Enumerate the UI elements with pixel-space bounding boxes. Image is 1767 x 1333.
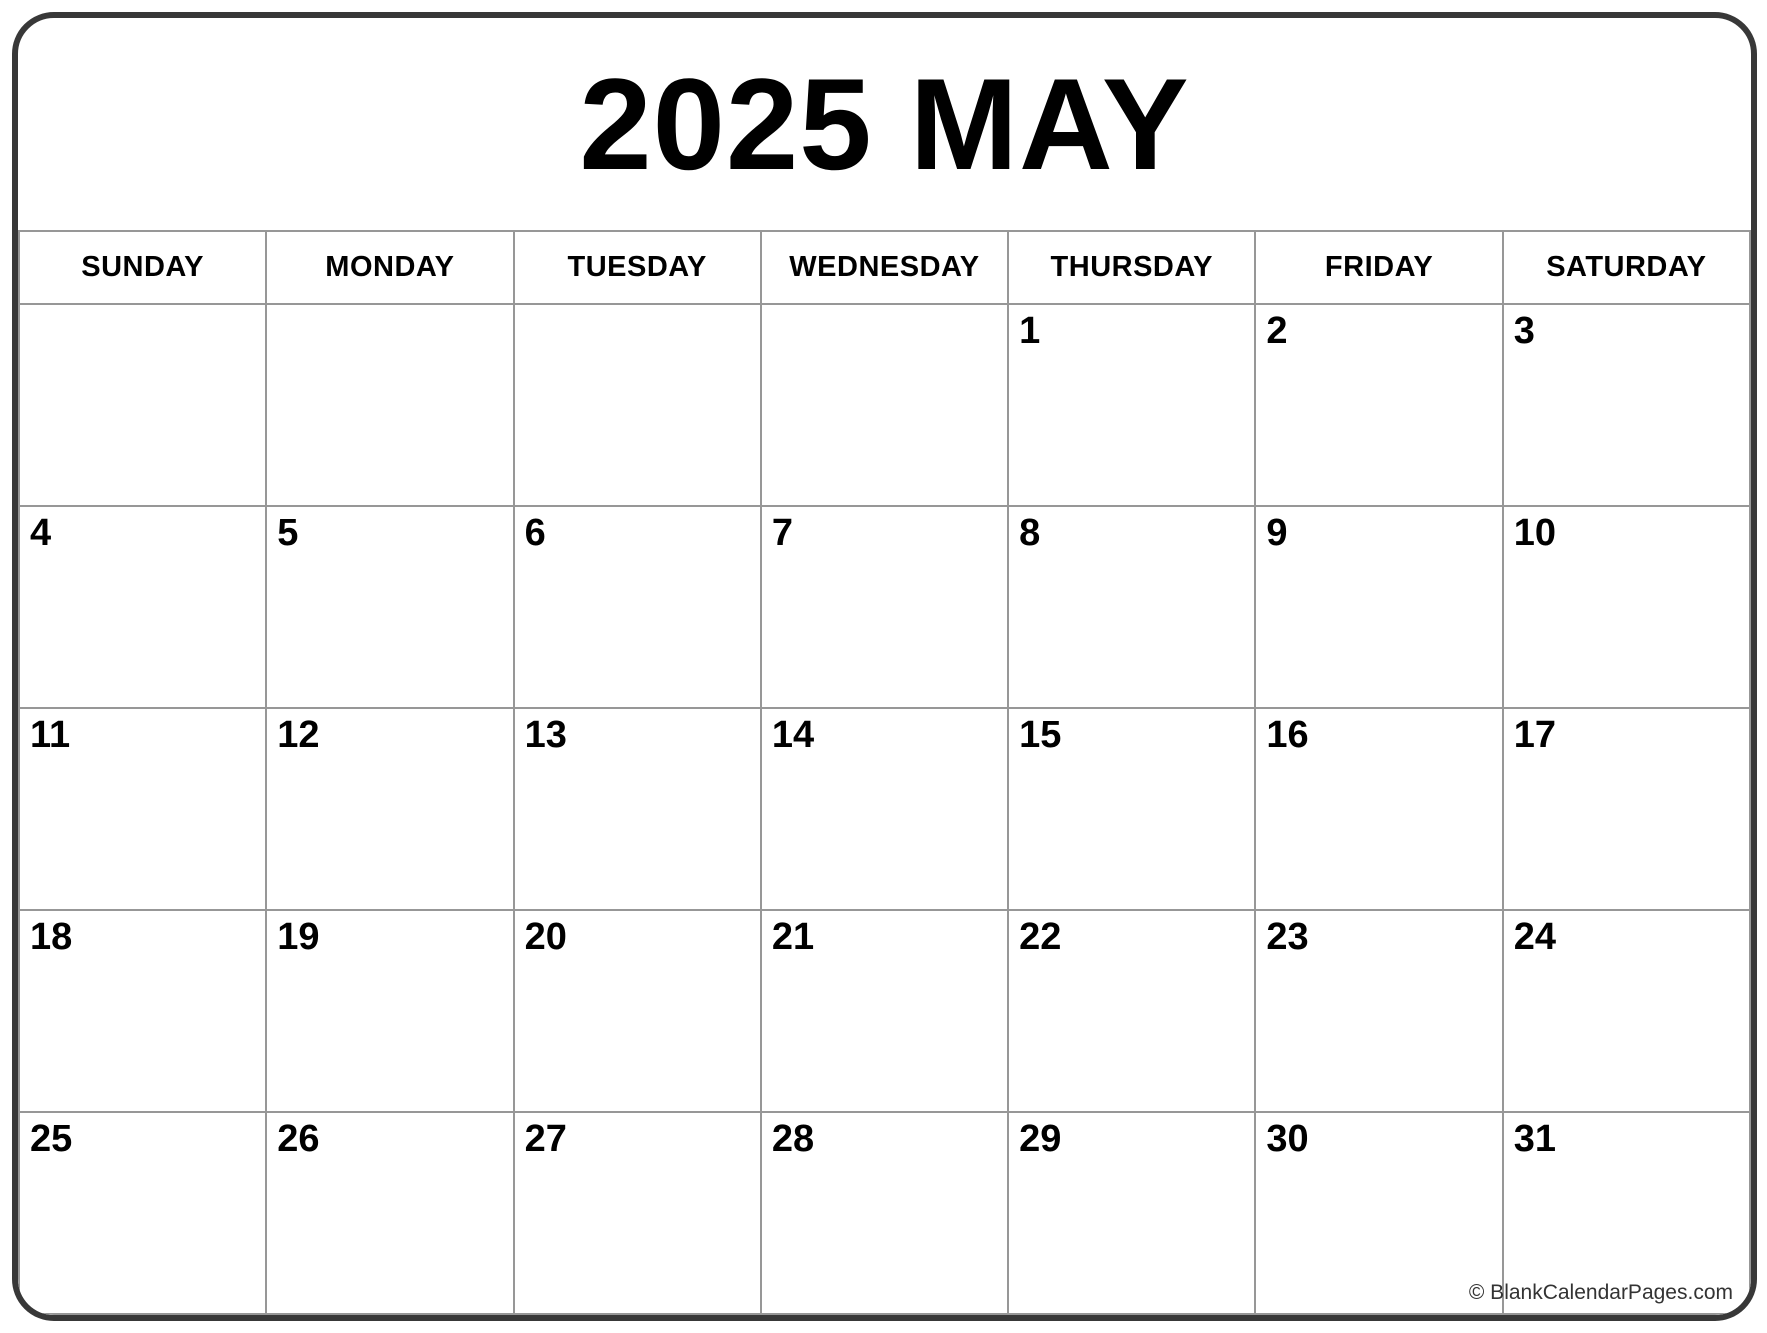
weekday-header-tuesday: TUESDAY [514,231,761,304]
day-number: 18 [30,916,73,958]
day-cell-31 [1468,1112,1750,1314]
day-cell-22 [1008,910,1255,1112]
day-number: 21 [771,916,815,958]
day-cell-17 [1503,708,1750,910]
day-cell-26 [266,1112,513,1314]
day-number: 16 [1266,714,1309,756]
week-row-4 [19,910,1750,1112]
day-number: 24 [1513,916,1556,958]
day-number: 7 [771,512,793,554]
weekday-header-friday: FRIDAY [1255,231,1502,304]
day-cell-18 [19,910,266,1112]
weekday-header-monday: MONDAY [266,231,513,304]
day-cell-30 [1255,1112,1502,1314]
day-cell [19,304,266,506]
day-cell-15 [1008,708,1255,910]
day-number: 30 [1266,1118,1309,1160]
day-cell-19 [266,910,513,1112]
title-bar [18,18,1751,230]
day-cell-25 [19,1112,266,1314]
day-number: 20 [524,916,567,958]
calendar-grid [18,230,1751,1315]
week-row-5 [19,1112,1750,1314]
weekday-header-wednesday: WEDNESDAY [761,231,1008,304]
day-cell-7 [761,506,1008,708]
day-number: 27 [524,1118,567,1160]
day-cell-5 [266,506,513,708]
day-number: 25 [30,1118,73,1160]
day-cell [266,304,513,506]
day-number: 28 [771,1118,815,1160]
page-title: 2025 MAY [579,51,1190,197]
day-number: 22 [1019,916,1062,958]
day-cell-3 [1503,304,1750,506]
day-number: 4 [30,512,52,554]
day-number [762,312,772,318]
day-number: 10 [1513,512,1556,554]
day-cell-14 [761,708,1008,910]
day-cell-16 [1255,708,1502,910]
day-number: 9 [1266,512,1288,554]
day-cell-4 [19,506,266,708]
weekday-header-thursday: THURSDAY [1008,231,1255,304]
week-row-1 [19,304,1750,506]
day-cell-23 [1255,910,1502,1112]
day-cell-24 [1503,910,1750,1112]
day-number: 6 [524,512,546,554]
day-number: 26 [277,1118,320,1160]
day-cell-11 [19,708,266,910]
day-cell-8 [1008,506,1255,708]
day-number: 17 [1513,714,1556,756]
day-number: 3 [1513,310,1535,352]
week-row-2 [19,506,1750,708]
weekday-header-sunday: SUNDAY [19,231,266,304]
calendar-page [12,12,1757,1321]
day-number: 19 [277,916,320,958]
day-cell-6 [514,506,761,708]
day-number: 14 [771,714,815,756]
day-cell [514,304,761,506]
day-number: 2 [1266,310,1288,352]
weekday-header-row [19,231,1750,304]
day-cell-20 [514,910,761,1112]
day-cell-12 [266,708,513,910]
weekday-header-saturday: SATURDAY [1503,231,1750,304]
day-number: 12 [277,714,320,756]
day-cell-9 [1255,506,1502,708]
day-cell-28 [761,1112,1008,1314]
day-number: 1 [1019,310,1041,352]
day-number: 31 [1513,1118,1556,1160]
day-cell-21 [761,910,1008,1112]
day-number: 8 [1019,512,1041,554]
watermark: © BlankCalendarPages.com [1468,1281,1733,1304]
day-number: 13 [524,714,567,756]
day-number: 11 [30,714,71,756]
day-cell-10 [1503,506,1750,708]
day-cell-13 [514,708,761,910]
day-number [515,312,525,318]
day-number: 5 [277,512,299,554]
day-number: 23 [1266,916,1309,958]
day-cell-29 [1008,1112,1255,1314]
day-number: 29 [1019,1118,1062,1160]
day-number [267,312,277,318]
day-cell-27 [514,1112,761,1314]
day-number [20,312,30,318]
day-cell-2 [1255,304,1502,506]
day-cell-1 [1008,304,1255,506]
day-number: 15 [1019,714,1062,756]
day-cell [761,304,1008,506]
week-row-3 [19,708,1750,910]
